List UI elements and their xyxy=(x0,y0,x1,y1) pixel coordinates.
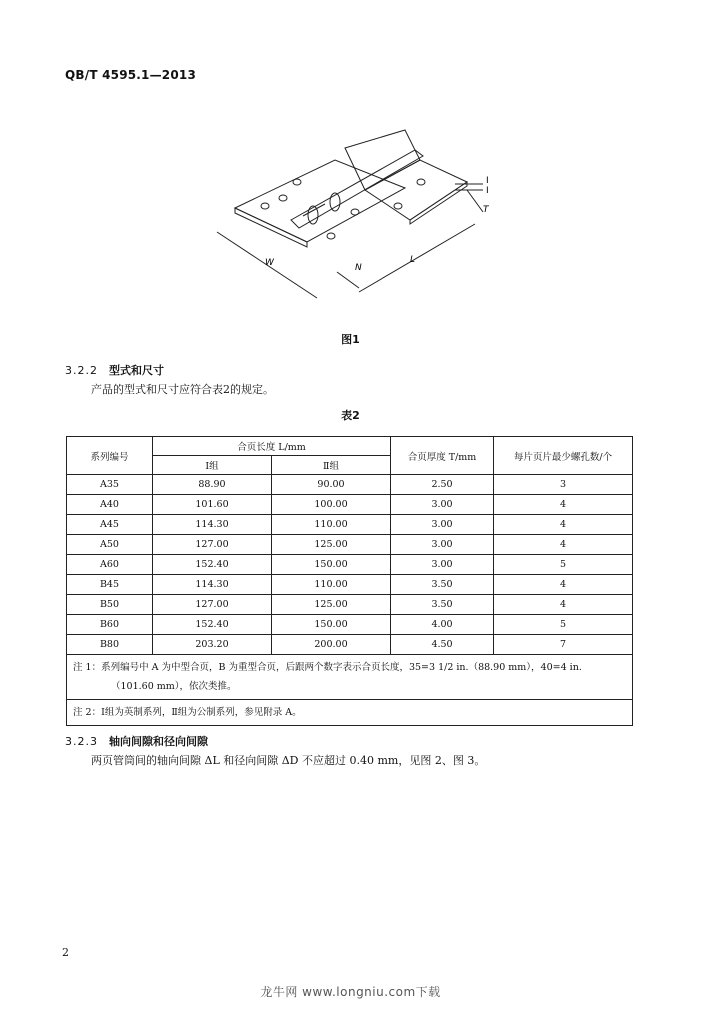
cell-series: A40 xyxy=(67,495,153,515)
cell-group-1: 127.00 xyxy=(153,535,272,555)
section-3-2-2-text: 产品的型式和尺寸应符合表2的规定。 xyxy=(91,383,274,396)
table-row xyxy=(67,635,633,655)
header-holes: 每片页片最少螺孔数/个 xyxy=(494,437,633,475)
cell-group-2: 150.00 xyxy=(272,555,391,575)
cell-series: A50 xyxy=(67,535,153,555)
table-row xyxy=(67,575,633,595)
note-1-line-2: （101.60 mm），依次类推。 xyxy=(111,681,237,692)
dim-label-t: T xyxy=(483,205,489,215)
page-number: 2 xyxy=(62,946,69,959)
cell-thickness: 3.00 xyxy=(391,555,494,575)
cell-thickness: 2.50 xyxy=(391,475,494,495)
cell-group-1: 152.40 xyxy=(153,555,272,575)
dim-label-i2: I xyxy=(486,186,489,196)
cell-series: B50 xyxy=(67,595,153,615)
cell-group-2: 125.00 xyxy=(272,535,391,555)
section-3-2-3-heading xyxy=(65,733,208,749)
cell-thickness: 3.50 xyxy=(391,595,494,615)
cell-thickness: 3.00 xyxy=(391,535,494,555)
left-leaf xyxy=(235,160,405,242)
table-row xyxy=(67,475,633,495)
dim-label-i1: I xyxy=(486,176,489,186)
note-1-line-1: 注 1：系列编号中 A 为中型合页，B 为重型合页，后跟两个数字表示合页长度，35=3 1/2 in.（88.90 mm），40=4 in. xyxy=(73,662,582,673)
section-3-2-2-heading xyxy=(65,362,164,378)
cell-thickness: 4.00 xyxy=(391,615,494,635)
table-row xyxy=(67,595,633,615)
dim-label-n: N xyxy=(355,263,362,273)
header-series: 系列编号 xyxy=(67,437,153,475)
section-number: 3.2.3 xyxy=(65,735,98,748)
cell-group-2: 110.00 xyxy=(272,515,391,535)
dim-label-l: L xyxy=(410,255,416,265)
header-group-2: Ⅱ组 xyxy=(272,456,391,475)
figure-1-caption: 图1 xyxy=(341,333,360,346)
cell-group-2: 110.00 xyxy=(272,575,391,595)
cell-series: A45 xyxy=(67,515,153,535)
cell-holes: 5 xyxy=(494,555,633,575)
cell-thickness: 3.50 xyxy=(391,575,494,595)
section-number: 3.2.2 xyxy=(65,364,98,377)
cell-group-1: 88.90 xyxy=(153,475,272,495)
cell-holes: 4 xyxy=(494,535,633,555)
cell-holes: 4 xyxy=(494,595,633,615)
cell-group-1: 203.20 xyxy=(153,635,272,655)
cell-series: A60 xyxy=(67,555,153,575)
cell-group-1: 127.00 xyxy=(153,595,272,615)
section-title: 轴向间隙和径向间隙 xyxy=(109,735,208,748)
cell-holes: 4 xyxy=(494,495,633,515)
table-row xyxy=(67,515,633,535)
cell-thickness: 4.50 xyxy=(391,635,494,655)
cell-holes: 4 xyxy=(494,575,633,595)
cell-group-2: 125.00 xyxy=(272,595,391,615)
cell-holes: 5 xyxy=(494,615,633,635)
standard-code-header: QB/T 4595.1—2013 xyxy=(65,68,196,82)
cell-group-2: 100.00 xyxy=(272,495,391,515)
cell-group-1: 101.60 xyxy=(153,495,272,515)
table-note-row-2 xyxy=(67,700,633,726)
table-row xyxy=(67,535,633,555)
table-row xyxy=(67,495,633,515)
cell-series: B80 xyxy=(67,635,153,655)
cell-thickness: 3.00 xyxy=(391,515,494,535)
cell-series: B60 xyxy=(67,615,153,635)
cell-group-1: 114.30 xyxy=(153,575,272,595)
cell-group-2: 200.00 xyxy=(272,635,391,655)
cell-holes: 4 xyxy=(494,515,633,535)
hinge-figure xyxy=(205,120,505,310)
cell-group-2: 90.00 xyxy=(272,475,391,495)
table-note-row-1 xyxy=(67,655,633,700)
cell-group-1: 152.40 xyxy=(153,615,272,635)
cell-series: B45 xyxy=(67,575,153,595)
cell-group-2: 150.00 xyxy=(272,615,391,635)
table-2-caption: 表2 xyxy=(341,409,360,422)
header-length: 合页长度 L/mm xyxy=(153,437,391,456)
cell-group-1: 114.30 xyxy=(153,515,272,535)
table-note-1 xyxy=(67,655,633,700)
table-row xyxy=(67,555,633,575)
table-2 xyxy=(66,436,633,726)
watermark: 龙牛网 www.longniu.com下载 xyxy=(260,985,441,999)
cell-holes: 3 xyxy=(494,475,633,495)
header-group-1: Ⅰ组 xyxy=(153,456,272,475)
cell-series: A35 xyxy=(67,475,153,495)
dim-label-w: W xyxy=(265,258,274,268)
cell-thickness: 3.00 xyxy=(391,495,494,515)
hinge-drawing xyxy=(205,120,505,310)
cell-holes: 7 xyxy=(494,635,633,655)
section-title: 型式和尺寸 xyxy=(109,364,164,377)
table-row xyxy=(67,615,633,635)
section-3-2-3-text: 两页管筒间的轴向间隙 ΔL 和径向间隙 ΔD 不应超过 0.40 mm，见图 2、图 3。 xyxy=(91,754,486,767)
table-note-2: 注 2：Ⅰ组为英制系列，Ⅱ组为公制系列，参见附录 A。 xyxy=(67,700,633,726)
header-thickness: 合页厚度 T/mm xyxy=(391,437,494,475)
